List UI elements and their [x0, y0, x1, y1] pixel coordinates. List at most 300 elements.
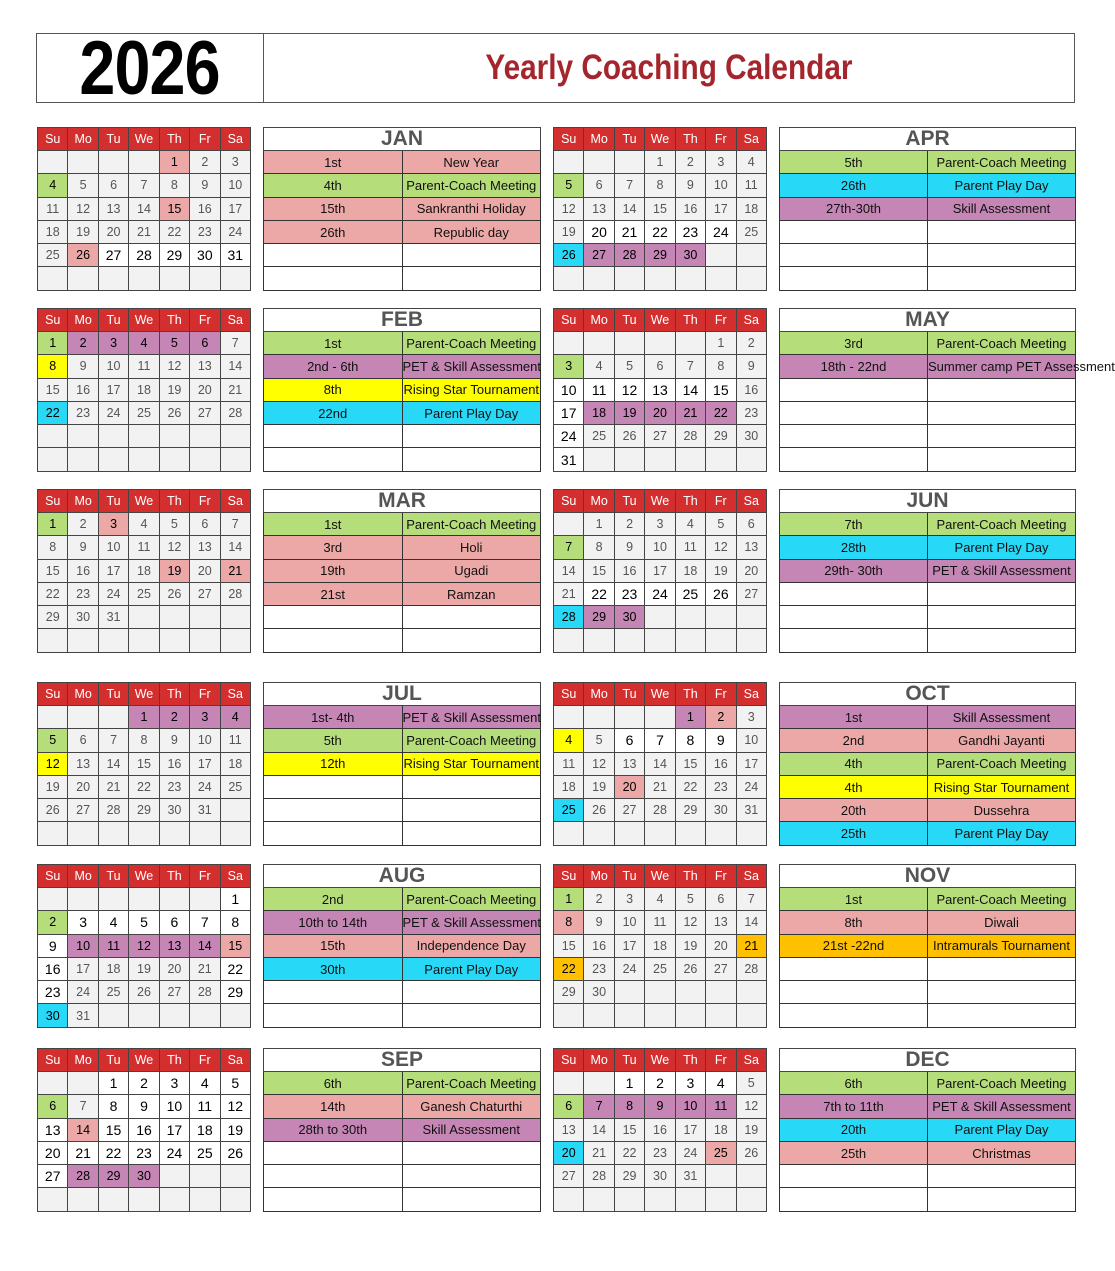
day-cell[interactable]: 13 [190, 536, 220, 559]
day-cell[interactable]: 27 [190, 401, 220, 424]
day-cell[interactable]: 26 [68, 244, 98, 267]
day-cell[interactable]: 18 [706, 1118, 736, 1141]
day-cell[interactable]: 28 [68, 1165, 98, 1188]
day-cell[interactable]: 23 [68, 401, 98, 424]
day-cell[interactable]: 17 [159, 1118, 189, 1141]
day-cell[interactable]: 9 [706, 729, 736, 752]
day-cell[interactable]: 4 [554, 729, 584, 752]
day-cell[interactable]: 7 [190, 911, 220, 934]
day-cell[interactable]: 6 [98, 174, 128, 197]
day-cell[interactable]: 2 [584, 888, 614, 911]
day-cell[interactable]: 11 [98, 934, 128, 957]
day-cell[interactable]: 17 [554, 401, 584, 424]
day-cell[interactable]: 17 [706, 197, 736, 220]
day-cell[interactable]: 4 [190, 1072, 220, 1095]
day-cell[interactable]: 25 [220, 775, 250, 798]
day-cell[interactable]: 28 [220, 582, 250, 605]
day-cell[interactable]: 19 [584, 775, 614, 798]
day-cell[interactable]: 25 [736, 220, 766, 243]
day-cell[interactable]: 27 [159, 981, 189, 1004]
day-cell[interactable]: 9 [159, 729, 189, 752]
day-cell[interactable]: 24 [645, 582, 675, 605]
day-cell[interactable]: 7 [554, 536, 584, 559]
day-cell[interactable]: 31 [220, 244, 250, 267]
day-cell[interactable]: 22 [584, 582, 614, 605]
day-cell[interactable]: 14 [736, 911, 766, 934]
day-cell[interactable]: 19 [220, 1118, 250, 1141]
day-cell[interactable]: 2 [645, 1072, 675, 1095]
day-cell[interactable]: 28 [190, 981, 220, 1004]
day-cell[interactable]: 16 [645, 1118, 675, 1141]
day-cell[interactable]: 25 [129, 401, 159, 424]
day-cell[interactable]: 30 [38, 1004, 68, 1027]
day-cell[interactable]: 3 [614, 888, 644, 911]
day-cell[interactable]: 26 [614, 425, 644, 448]
day-cell[interactable]: 5 [554, 174, 584, 197]
day-cell[interactable]: 3 [159, 1072, 189, 1095]
day-cell[interactable]: 8 [98, 1095, 128, 1118]
day-cell[interactable]: 23 [675, 220, 705, 243]
day-cell[interactable]: 24 [736, 775, 766, 798]
day-cell[interactable]: 1 [706, 332, 736, 355]
day-cell[interactable]: 24 [706, 220, 736, 243]
day-cell[interactable]: 6 [614, 729, 644, 752]
day-cell[interactable]: 6 [38, 1095, 68, 1118]
day-cell[interactable]: 5 [706, 513, 736, 536]
day-cell[interactable]: 3 [68, 911, 98, 934]
day-cell[interactable]: 11 [220, 729, 250, 752]
day-cell[interactable]: 13 [554, 1118, 584, 1141]
day-cell[interactable]: 6 [584, 174, 614, 197]
day-cell[interactable]: 4 [98, 911, 128, 934]
day-cell[interactable]: 22 [220, 957, 250, 980]
day-cell[interactable]: 2 [129, 1072, 159, 1095]
day-cell[interactable]: 9 [736, 355, 766, 378]
day-cell[interactable]: 26 [584, 799, 614, 822]
day-cell[interactable]: 11 [584, 378, 614, 401]
day-cell[interactable]: 1 [614, 1072, 644, 1095]
day-cell[interactable]: 6 [68, 729, 98, 752]
day-cell[interactable]: 21 [736, 934, 766, 957]
day-cell[interactable]: 29 [584, 606, 614, 629]
day-cell[interactable]: 2 [68, 332, 98, 355]
day-cell[interactable]: 8 [38, 355, 68, 378]
day-cell[interactable]: 4 [736, 151, 766, 174]
day-cell[interactable]: 30 [584, 981, 614, 1004]
day-cell[interactable]: 30 [129, 1165, 159, 1188]
day-cell[interactable]: 29 [159, 244, 189, 267]
day-cell[interactable]: 31 [68, 1004, 98, 1027]
day-cell[interactable]: 12 [68, 197, 98, 220]
day-cell[interactable]: 1 [98, 1072, 128, 1095]
day-cell[interactable]: 4 [584, 355, 614, 378]
day-cell[interactable]: 27 [736, 582, 766, 605]
day-cell[interactable]: 24 [68, 981, 98, 1004]
day-cell[interactable]: 19 [736, 1118, 766, 1141]
day-cell[interactable]: 31 [98, 606, 128, 629]
day-cell[interactable]: 2 [736, 332, 766, 355]
day-cell[interactable]: 23 [736, 401, 766, 424]
day-cell[interactable]: 12 [584, 752, 614, 775]
day-cell[interactable]: 20 [645, 401, 675, 424]
day-cell[interactable]: 7 [220, 332, 250, 355]
day-cell[interactable]: 19 [614, 401, 644, 424]
day-cell[interactable]: 16 [38, 957, 68, 980]
day-cell[interactable]: 30 [736, 425, 766, 448]
day-cell[interactable]: 27 [190, 582, 220, 605]
day-cell[interactable]: 11 [706, 1095, 736, 1118]
day-cell[interactable]: 20 [614, 775, 644, 798]
day-cell[interactable]: 21 [220, 378, 250, 401]
day-cell[interactable]: 19 [159, 378, 189, 401]
day-cell[interactable]: 13 [159, 934, 189, 957]
day-cell[interactable]: 16 [706, 752, 736, 775]
day-cell[interactable]: 13 [645, 378, 675, 401]
day-cell[interactable]: 4 [220, 706, 250, 729]
day-cell[interactable]: 11 [675, 536, 705, 559]
day-cell[interactable]: 21 [129, 220, 159, 243]
day-cell[interactable]: 8 [645, 174, 675, 197]
day-cell[interactable]: 29 [645, 244, 675, 267]
day-cell[interactable]: 9 [645, 1095, 675, 1118]
day-cell[interactable]: 21 [645, 775, 675, 798]
day-cell[interactable]: 21 [584, 1141, 614, 1164]
day-cell[interactable]: 15 [584, 559, 614, 582]
day-cell[interactable]: 10 [706, 174, 736, 197]
day-cell[interactable]: 10 [736, 729, 766, 752]
day-cell[interactable]: 27 [554, 1165, 584, 1188]
day-cell[interactable]: 7 [129, 174, 159, 197]
day-cell[interactable]: 5 [220, 1072, 250, 1095]
day-cell[interactable]: 3 [645, 513, 675, 536]
day-cell[interactable]: 21 [554, 582, 584, 605]
day-cell[interactable]: 1 [129, 706, 159, 729]
day-cell[interactable]: 3 [190, 706, 220, 729]
day-cell[interactable]: 26 [554, 244, 584, 267]
day-cell[interactable]: 31 [675, 1165, 705, 1188]
day-cell[interactable]: 15 [38, 559, 68, 582]
day-cell[interactable]: 20 [98, 220, 128, 243]
day-cell[interactable]: 19 [675, 934, 705, 957]
day-cell[interactable]: 25 [129, 582, 159, 605]
day-cell[interactable]: 12 [159, 536, 189, 559]
day-cell[interactable]: 30 [159, 799, 189, 822]
day-cell[interactable]: 13 [98, 197, 128, 220]
day-cell[interactable]: 11 [554, 752, 584, 775]
day-cell[interactable]: 21 [190, 957, 220, 980]
day-cell[interactable]: 5 [159, 513, 189, 536]
day-cell[interactable]: 5 [736, 1072, 766, 1095]
day-cell[interactable]: 23 [614, 582, 644, 605]
day-cell[interactable]: 20 [190, 378, 220, 401]
day-cell[interactable]: 3 [675, 1072, 705, 1095]
day-cell[interactable]: 15 [554, 934, 584, 957]
day-cell[interactable]: 6 [190, 332, 220, 355]
day-cell[interactable]: 15 [614, 1118, 644, 1141]
day-cell[interactable]: 17 [68, 957, 98, 980]
day-cell[interactable]: 12 [614, 378, 644, 401]
day-cell[interactable]: 7 [98, 729, 128, 752]
day-cell[interactable]: 24 [98, 401, 128, 424]
day-cell[interactable]: 8 [554, 911, 584, 934]
day-cell[interactable]: 11 [736, 174, 766, 197]
day-cell[interactable]: 5 [129, 911, 159, 934]
day-cell[interactable]: 16 [68, 378, 98, 401]
day-cell[interactable]: 27 [614, 799, 644, 822]
day-cell[interactable]: 26 [38, 799, 68, 822]
day-cell[interactable]: 15 [159, 197, 189, 220]
day-cell[interactable]: 31 [736, 799, 766, 822]
day-cell[interactable]: 13 [68, 752, 98, 775]
day-cell[interactable]: 5 [584, 729, 614, 752]
day-cell[interactable]: 15 [645, 197, 675, 220]
day-cell[interactable]: 27 [68, 799, 98, 822]
day-cell[interactable]: 9 [584, 911, 614, 934]
day-cell[interactable]: 3 [736, 706, 766, 729]
day-cell[interactable]: 6 [706, 888, 736, 911]
day-cell[interactable]: 15 [98, 1118, 128, 1141]
day-cell[interactable]: 5 [68, 174, 98, 197]
day-cell[interactable]: 12 [706, 536, 736, 559]
day-cell[interactable]: 26 [159, 582, 189, 605]
day-cell[interactable]: 15 [220, 934, 250, 957]
day-cell[interactable]: 11 [129, 536, 159, 559]
day-cell[interactable]: 2 [614, 513, 644, 536]
day-cell[interactable]: 10 [159, 1095, 189, 1118]
day-cell[interactable]: 6 [554, 1095, 584, 1118]
day-cell[interactable]: 27 [706, 957, 736, 980]
day-cell[interactable]: 2 [675, 151, 705, 174]
day-cell[interactable]: 25 [706, 1141, 736, 1164]
day-cell[interactable]: 22 [159, 220, 189, 243]
day-cell[interactable]: 27 [98, 244, 128, 267]
day-cell[interactable]: 6 [159, 911, 189, 934]
day-cell[interactable]: 14 [68, 1118, 98, 1141]
day-cell[interactable]: 28 [584, 1165, 614, 1188]
day-cell[interactable]: 15 [129, 752, 159, 775]
day-cell[interactable]: 28 [614, 244, 644, 267]
day-cell[interactable]: 26 [706, 582, 736, 605]
day-cell[interactable]: 23 [645, 1141, 675, 1164]
day-cell[interactable]: 17 [98, 378, 128, 401]
day-cell[interactable]: 7 [675, 355, 705, 378]
day-cell[interactable]: 28 [98, 799, 128, 822]
day-cell[interactable]: 24 [190, 775, 220, 798]
day-cell[interactable]: 12 [554, 197, 584, 220]
day-cell[interactable]: 29 [675, 799, 705, 822]
day-cell[interactable]: 13 [736, 536, 766, 559]
day-cell[interactable]: 1 [159, 151, 189, 174]
day-cell[interactable]: 17 [675, 1118, 705, 1141]
day-cell[interactable]: 16 [129, 1118, 159, 1141]
day-cell[interactable]: 9 [190, 174, 220, 197]
day-cell[interactable]: 18 [675, 559, 705, 582]
day-cell[interactable]: 20 [584, 220, 614, 243]
day-cell[interactable]: 23 [584, 957, 614, 980]
day-cell[interactable]: 12 [220, 1095, 250, 1118]
day-cell[interactable]: 9 [675, 174, 705, 197]
day-cell[interactable]: 7 [220, 513, 250, 536]
day-cell[interactable]: 27 [38, 1165, 68, 1188]
day-cell[interactable]: 17 [614, 934, 644, 957]
day-cell[interactable]: 2 [159, 706, 189, 729]
day-cell[interactable]: 10 [98, 536, 128, 559]
day-cell[interactable]: 4 [645, 888, 675, 911]
day-cell[interactable]: 26 [736, 1141, 766, 1164]
day-cell[interactable]: 1 [645, 151, 675, 174]
day-cell[interactable]: 25 [584, 425, 614, 448]
day-cell[interactable]: 21 [98, 775, 128, 798]
day-cell[interactable]: 6 [645, 355, 675, 378]
day-cell[interactable]: 27 [584, 244, 614, 267]
day-cell[interactable]: 29 [220, 981, 250, 1004]
day-cell[interactable]: 26 [129, 981, 159, 1004]
day-cell[interactable]: 2 [68, 513, 98, 536]
day-cell[interactable]: 5 [38, 729, 68, 752]
day-cell[interactable]: 12 [159, 355, 189, 378]
day-cell[interactable]: 22 [38, 582, 68, 605]
day-cell[interactable]: 2 [706, 706, 736, 729]
day-cell[interactable]: 30 [68, 606, 98, 629]
day-cell[interactable]: 6 [190, 513, 220, 536]
day-cell[interactable]: 13 [706, 911, 736, 934]
day-cell[interactable]: 20 [706, 934, 736, 957]
day-cell[interactable]: 17 [220, 197, 250, 220]
day-cell[interactable]: 29 [38, 606, 68, 629]
day-cell[interactable]: 13 [190, 355, 220, 378]
day-cell[interactable]: 22 [614, 1141, 644, 1164]
day-cell[interactable]: 10 [645, 536, 675, 559]
day-cell[interactable]: 15 [675, 752, 705, 775]
day-cell[interactable]: 13 [614, 752, 644, 775]
day-cell[interactable]: 18 [98, 957, 128, 980]
day-cell[interactable]: 30 [614, 606, 644, 629]
day-cell[interactable]: 24 [159, 1141, 189, 1164]
day-cell[interactable]: 29 [554, 981, 584, 1004]
day-cell[interactable]: 21 [68, 1141, 98, 1164]
day-cell[interactable]: 23 [706, 775, 736, 798]
day-cell[interactable]: 24 [554, 425, 584, 448]
day-cell[interactable]: 9 [38, 934, 68, 957]
day-cell[interactable]: 8 [614, 1095, 644, 1118]
day-cell[interactable]: 12 [675, 911, 705, 934]
day-cell[interactable]: 22 [98, 1141, 128, 1164]
day-cell[interactable]: 11 [645, 911, 675, 934]
day-cell[interactable]: 17 [645, 559, 675, 582]
day-cell[interactable]: 23 [68, 582, 98, 605]
day-cell[interactable]: 21 [220, 559, 250, 582]
day-cell[interactable]: 17 [98, 559, 128, 582]
day-cell[interactable]: 25 [675, 582, 705, 605]
day-cell[interactable]: 2 [190, 151, 220, 174]
day-cell[interactable]: 31 [190, 799, 220, 822]
day-cell[interactable]: 11 [190, 1095, 220, 1118]
day-cell[interactable]: 13 [38, 1118, 68, 1141]
day-cell[interactable]: 10 [220, 174, 250, 197]
day-cell[interactable]: 1 [584, 513, 614, 536]
day-cell[interactable]: 14 [190, 934, 220, 957]
day-cell[interactable]: 25 [645, 957, 675, 980]
day-cell[interactable]: 14 [554, 559, 584, 582]
day-cell[interactable]: 30 [190, 244, 220, 267]
day-cell[interactable]: 11 [129, 355, 159, 378]
day-cell[interactable]: 14 [645, 752, 675, 775]
day-cell[interactable]: 3 [220, 151, 250, 174]
day-cell[interactable]: 29 [706, 425, 736, 448]
day-cell[interactable]: 28 [129, 244, 159, 267]
day-cell[interactable]: 27 [645, 425, 675, 448]
day-cell[interactable]: 16 [68, 559, 98, 582]
day-cell[interactable]: 28 [675, 425, 705, 448]
day-cell[interactable]: 19 [554, 220, 584, 243]
day-cell[interactable]: 20 [159, 957, 189, 980]
day-cell[interactable]: 30 [706, 799, 736, 822]
day-cell[interactable]: 19 [706, 559, 736, 582]
day-cell[interactable]: 16 [190, 197, 220, 220]
day-cell[interactable]: 16 [159, 752, 189, 775]
day-cell[interactable]: 7 [645, 729, 675, 752]
day-cell[interactable]: 13 [584, 197, 614, 220]
day-cell[interactable]: 5 [614, 355, 644, 378]
day-cell[interactable]: 7 [584, 1095, 614, 1118]
day-cell[interactable]: 20 [736, 559, 766, 582]
day-cell[interactable]: 12 [38, 752, 68, 775]
day-cell[interactable]: 18 [190, 1118, 220, 1141]
day-cell[interactable]: 23 [129, 1141, 159, 1164]
day-cell[interactable]: 9 [68, 536, 98, 559]
day-cell[interactable]: 18 [220, 752, 250, 775]
day-cell[interactable]: 1 [38, 332, 68, 355]
day-cell[interactable]: 18 [554, 775, 584, 798]
day-cell[interactable]: 7 [614, 174, 644, 197]
day-cell[interactable]: 22 [554, 957, 584, 980]
day-cell[interactable]: 20 [554, 1141, 584, 1164]
day-cell[interactable]: 12 [736, 1095, 766, 1118]
day-cell[interactable]: 18 [736, 197, 766, 220]
day-cell[interactable]: 9 [129, 1095, 159, 1118]
day-cell[interactable]: 10 [190, 729, 220, 752]
day-cell[interactable]: 16 [584, 934, 614, 957]
day-cell[interactable]: 8 [584, 536, 614, 559]
day-cell[interactable]: 18 [38, 220, 68, 243]
day-cell[interactable]: 4 [129, 332, 159, 355]
day-cell[interactable]: 17 [190, 752, 220, 775]
day-cell[interactable]: 29 [129, 799, 159, 822]
day-cell[interactable]: 7 [736, 888, 766, 911]
day-cell[interactable]: 20 [38, 1141, 68, 1164]
day-cell[interactable]: 28 [554, 606, 584, 629]
day-cell[interactable]: 8 [706, 355, 736, 378]
day-cell[interactable]: 18 [129, 378, 159, 401]
day-cell[interactable]: 24 [98, 582, 128, 605]
day-cell[interactable]: 8 [129, 729, 159, 752]
day-cell[interactable]: 30 [645, 1165, 675, 1188]
day-cell[interactable]: 23 [190, 220, 220, 243]
day-cell[interactable]: 15 [38, 378, 68, 401]
day-cell[interactable]: 25 [38, 244, 68, 267]
day-cell[interactable]: 28 [645, 799, 675, 822]
day-cell[interactable]: 14 [220, 536, 250, 559]
day-cell[interactable]: 6 [736, 513, 766, 536]
day-cell[interactable]: 24 [220, 220, 250, 243]
day-cell[interactable]: 18 [645, 934, 675, 957]
day-cell[interactable]: 8 [38, 536, 68, 559]
day-cell[interactable]: 19 [68, 220, 98, 243]
day-cell[interactable]: 25 [98, 981, 128, 1004]
day-cell[interactable]: 29 [98, 1165, 128, 1188]
day-cell[interactable]: 8 [220, 911, 250, 934]
day-cell[interactable]: 18 [584, 401, 614, 424]
